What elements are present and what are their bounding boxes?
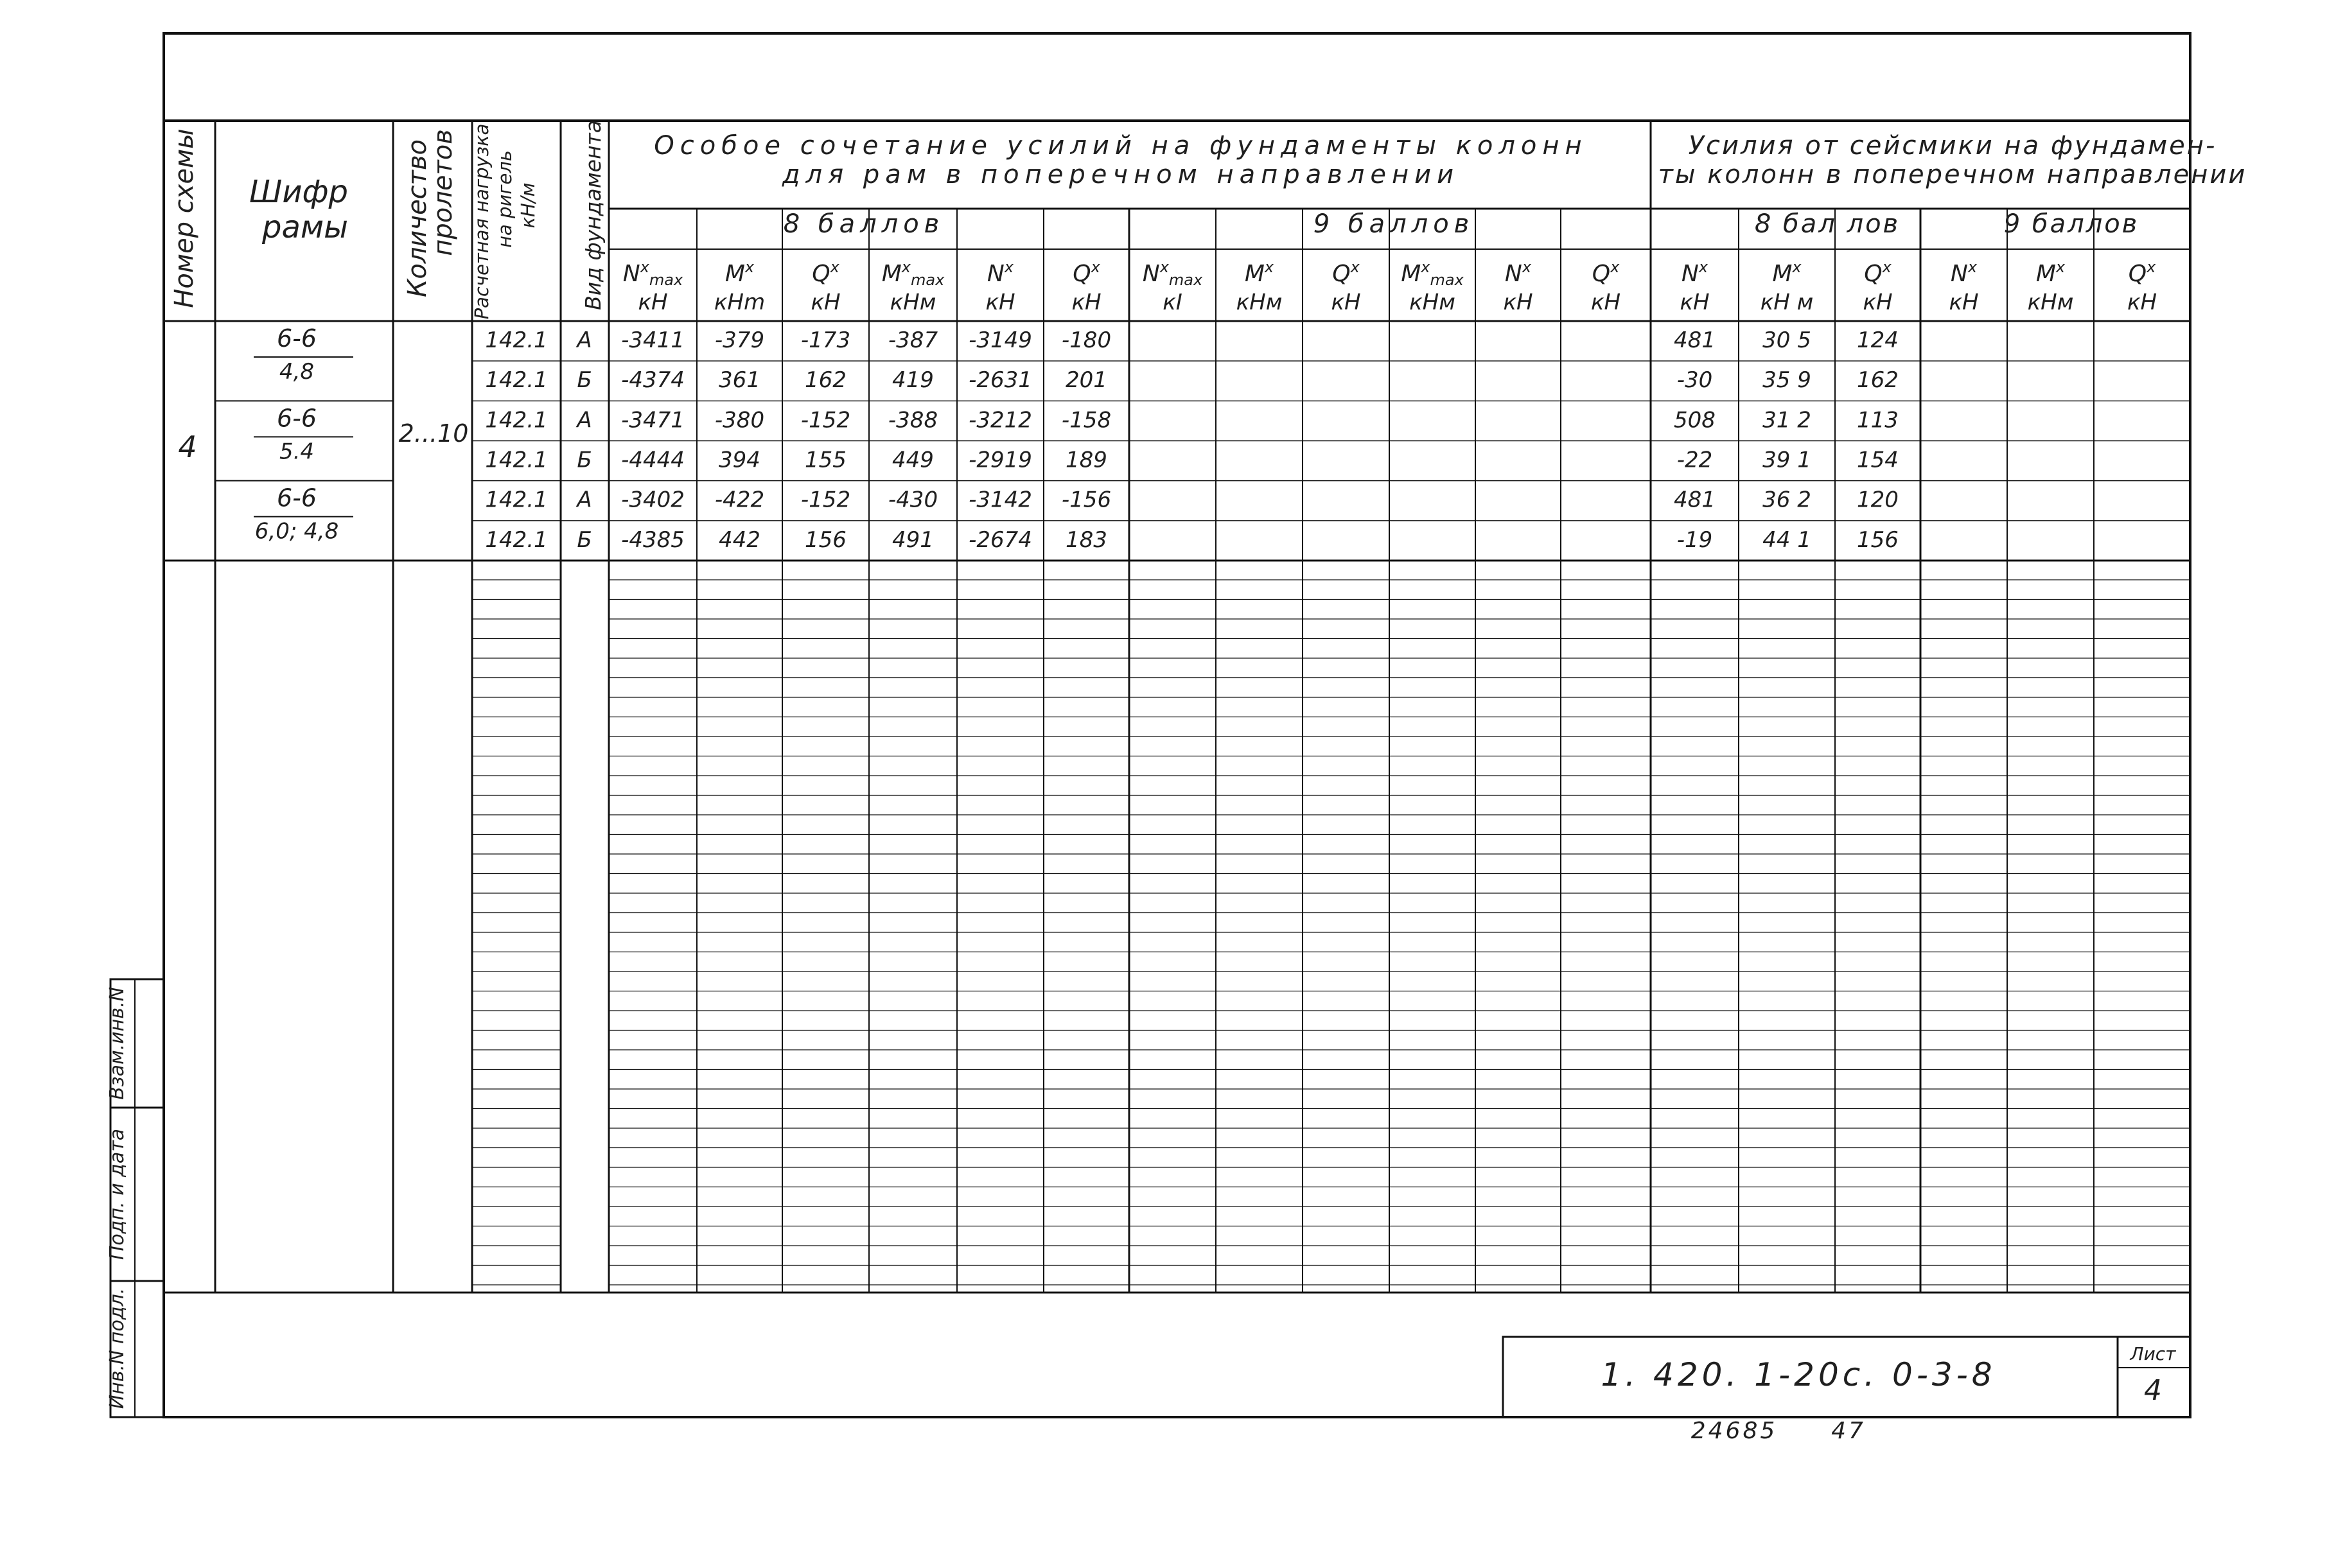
- special-unit-9: кНм: [1409, 290, 1455, 315]
- special-value-cell: -173: [800, 327, 851, 354]
- seismic-unit-4: кНм: [2027, 290, 2074, 315]
- frame: [164, 33, 2190, 1417]
- special-value-cell: -2631: [969, 367, 1032, 394]
- points-8-seismic: 8 бал лов: [1754, 209, 1901, 239]
- special-symbol-10: $N^x$: [1504, 258, 1532, 287]
- load-cell: 142.1: [485, 327, 548, 354]
- special-value-cell: 183: [1066, 527, 1107, 553]
- special-unit-8: кН: [1331, 290, 1361, 315]
- special-value-cell: 442: [719, 527, 760, 553]
- special-value-cell: -3411: [621, 327, 685, 354]
- seismic-value-cell: -22: [1676, 447, 1713, 473]
- special-symbol-5: $Q^x$: [1073, 258, 1100, 287]
- special-value-cell: -3402: [621, 487, 685, 513]
- sheet-number: 4: [2144, 1374, 2162, 1407]
- special-value-cell: -379: [714, 327, 765, 354]
- special-symbol-2: $Q^x$: [812, 258, 839, 287]
- load-cell: 142.1: [485, 407, 548, 433]
- seismic-value-cell: 508: [1674, 407, 1716, 433]
- special-value-cell: -158: [1061, 407, 1112, 433]
- special-unit-5: кН: [1071, 290, 1102, 315]
- special-symbol-0: $N^x_{max}$: [622, 258, 683, 289]
- special-unit-6: кI: [1163, 290, 1182, 315]
- special-value-cell: 361: [719, 367, 760, 394]
- table-body: [178, 324, 1899, 553]
- frame-code-numerator: 6-6: [276, 324, 317, 353]
- header-scheme-no: Номер схемы: [170, 128, 199, 308]
- special-unit-1: кНm: [714, 290, 766, 315]
- header-frame-code-1: Шифр: [249, 174, 349, 210]
- special-value-cell: 189: [1066, 447, 1107, 473]
- seismic-value-cell: 481: [1674, 327, 1716, 354]
- special-value-cell: -422: [714, 487, 765, 513]
- special-value-cell: -180: [1061, 327, 1112, 354]
- special-unit-7: кНм: [1236, 290, 1283, 315]
- seismic-value-cell: 31 2: [1762, 407, 1811, 433]
- seismic-value-cell: 481: [1674, 487, 1716, 513]
- frame-code-denominator: 6,0; 4,8: [254, 518, 339, 544]
- seismic-unit-1: кН м: [1760, 290, 1814, 315]
- special-symbol-7: $M^x$: [1244, 258, 1274, 287]
- stamp-inventory: Инв.N подл.: [106, 1287, 128, 1409]
- header-load-2: на ригель: [494, 150, 516, 248]
- group-special-2: для рам в поперечном направлении: [782, 160, 1460, 189]
- special-value-cell: 491: [892, 527, 934, 553]
- header-spans-2: пролетов: [428, 129, 458, 256]
- header-load-1: Расчетная нагрузка: [471, 123, 493, 320]
- header-load-3: кН/м: [517, 182, 539, 229]
- special-symbol-6: $N^x_{max}$: [1142, 258, 1203, 289]
- foundation-type-cell: Б: [577, 447, 592, 473]
- special-value-cell: -388: [888, 407, 938, 433]
- special-unit-4: кН: [985, 290, 1015, 315]
- special-value-cell: -152: [800, 487, 851, 513]
- special-symbol-11: $Q^x$: [1592, 258, 1620, 287]
- seismic-symbol-1: $M^x$: [1772, 258, 1802, 287]
- points-9-special: 9 баллов: [1313, 209, 1475, 239]
- special-unit-3: кНм: [890, 290, 936, 315]
- frame-code-numerator: 6-6: [276, 404, 317, 433]
- special-value-cell: -4374: [621, 367, 685, 394]
- special-value-cell: -430: [888, 487, 938, 513]
- seismic-value-cell: 36 2: [1762, 487, 1811, 513]
- special-value-cell: -3471: [621, 407, 685, 433]
- table-header: [170, 120, 2247, 319]
- group-special-1: Особое сочетание усилий на фундаменты колонн: [654, 131, 1588, 161]
- foundation-type-cell: А: [577, 487, 592, 513]
- seismic-value-cell: 113: [1857, 407, 1899, 433]
- header-spans-1: Количество: [403, 139, 432, 298]
- special-symbol-8: $Q^x$: [1332, 258, 1360, 287]
- special-unit-2: кН: [811, 290, 841, 315]
- special-value-cell: 162: [805, 367, 847, 394]
- special-value-cell: -387: [888, 327, 938, 354]
- special-symbol-1: $M^x$: [725, 258, 755, 287]
- seismic-value-cell: 44 1: [1762, 527, 1811, 553]
- foundation-type-cell: А: [577, 407, 592, 433]
- archive-number-2: 47: [1831, 1418, 1866, 1444]
- frame-code-denominator: 4,8: [279, 359, 315, 385]
- special-symbol-9: $M^x_{max}$: [1401, 258, 1464, 289]
- load-cell: 142.1: [485, 367, 548, 394]
- header-foundation-type: Вид фундамента: [581, 120, 606, 310]
- special-value-cell: -2919: [969, 447, 1032, 473]
- stamp-signature-date: Подп. и дата: [106, 1128, 128, 1260]
- special-value-cell: 155: [805, 447, 847, 473]
- title-block: [1503, 1337, 2190, 1444]
- scheme-number: 4: [178, 430, 197, 464]
- seismic-value-cell: 39 1: [1762, 447, 1811, 473]
- seismic-value-cell: -19: [1676, 527, 1713, 553]
- seismic-symbol-3: $N^x$: [1950, 258, 1978, 287]
- seismic-value-cell: 30 5: [1762, 327, 1811, 354]
- seismic-value-cell: 124: [1857, 327, 1899, 354]
- special-value-cell: 201: [1066, 367, 1107, 394]
- load-cell: 142.1: [485, 447, 548, 473]
- special-symbol-3: $M^x_{max}$: [881, 258, 945, 289]
- special-value-cell: -3142: [969, 487, 1032, 513]
- foundation-type-cell: Б: [577, 367, 592, 394]
- stamp-replacement: Взам.инв.N: [106, 987, 128, 1100]
- special-value-cell: -156: [1061, 487, 1112, 513]
- seismic-value-cell: -30: [1676, 367, 1713, 394]
- foundation-type-cell: Б: [577, 527, 592, 553]
- special-value-cell: -152: [800, 407, 851, 433]
- archive-number: 24685: [1691, 1418, 1778, 1444]
- seismic-value-cell: 154: [1857, 447, 1899, 473]
- sheet-label: Лист: [2130, 1343, 2176, 1364]
- spans-value: 2...10: [398, 419, 469, 448]
- special-symbol-4: $N^x$: [987, 258, 1014, 287]
- frame-code-numerator: 6-6: [276, 483, 317, 512]
- special-value-cell: -2674: [969, 527, 1032, 553]
- points-8-special: 8 баллов: [783, 209, 945, 239]
- frame-code-denominator: 5.4: [279, 439, 315, 465]
- special-unit-0: кН: [638, 290, 668, 315]
- seismic-value-cell: 35 9: [1762, 367, 1811, 394]
- seismic-symbol-5: $Q^x$: [2128, 258, 2156, 287]
- special-value-cell: 394: [719, 447, 760, 473]
- special-unit-11: кН: [1590, 290, 1621, 315]
- group-seismic-2: ты колонн в поперечном направлении: [1658, 160, 2247, 189]
- side-stamp: [106, 979, 164, 1417]
- special-value-cell: 156: [805, 527, 847, 553]
- seismic-symbol-2: $Q^x$: [1864, 258, 1892, 287]
- seismic-unit-2: кН: [1863, 290, 1893, 315]
- seismic-unit-0: кН: [1680, 290, 1710, 315]
- special-value-cell: -4385: [621, 527, 685, 553]
- seismic-symbol-4: $M^x$: [2035, 258, 2066, 287]
- special-value-cell: -4444: [621, 447, 685, 473]
- special-unit-10: кН: [1503, 290, 1533, 315]
- seismic-symbol-0: $N^x$: [1681, 258, 1708, 287]
- special-value-cell: 449: [892, 447, 934, 473]
- points-9-seismic: 9 баллов: [2003, 209, 2139, 239]
- group-seismic-1: Усилия от сейсмики на фундамен-: [1688, 131, 2217, 161]
- special-value-cell: -3149: [969, 327, 1032, 354]
- foundation-type-cell: А: [577, 327, 592, 354]
- seismic-value-cell: 120: [1857, 487, 1899, 513]
- special-value-cell: 419: [892, 367, 934, 394]
- seismic-unit-5: кН: [2127, 290, 2157, 315]
- seismic-value-cell: 156: [1857, 527, 1899, 553]
- load-cell: 142.1: [485, 527, 548, 553]
- seismic-value-cell: 162: [1857, 367, 1899, 394]
- header-frame-code-2: рамы: [262, 209, 348, 245]
- document-code: 1. 420. 1-20с. 0-3-8: [1601, 1356, 1996, 1393]
- special-value-cell: -380: [714, 407, 765, 433]
- load-cell: 142.1: [485, 487, 548, 513]
- seismic-unit-3: кН: [1949, 290, 1979, 315]
- special-value-cell: -3212: [969, 407, 1032, 433]
